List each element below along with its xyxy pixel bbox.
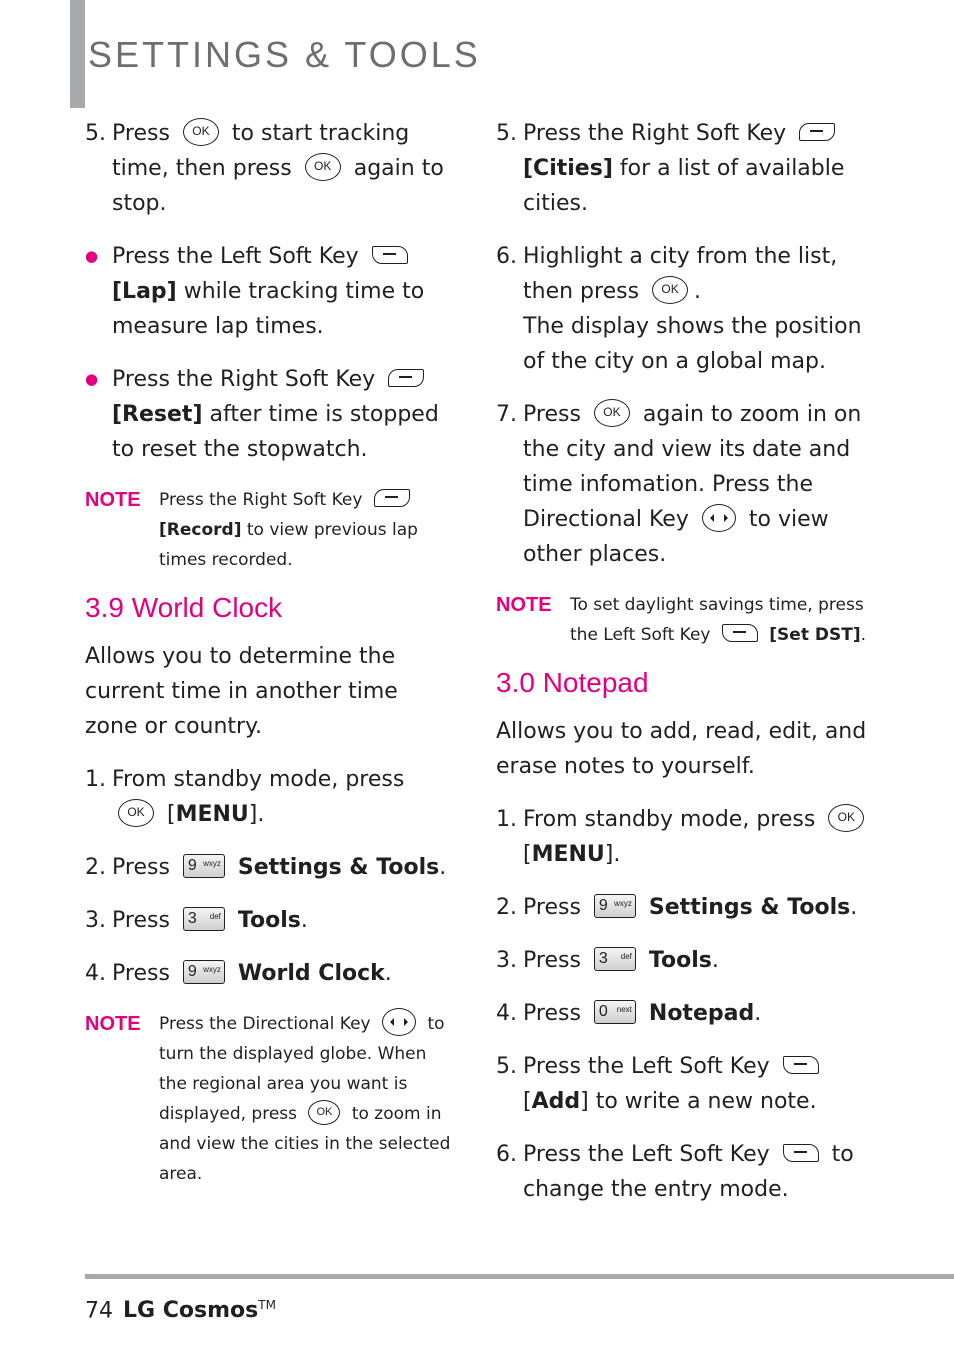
- ok-key-icon: OK: [308, 1100, 340, 1125]
- key-9-icon: 9 wxyz: [183, 854, 225, 878]
- ok-key-icon: OK: [828, 804, 864, 832]
- left-soft-key-icon: [372, 246, 408, 264]
- header-bar: [70, 0, 85, 108]
- left-column: [85, 116, 457, 1205]
- notepad-step-1: 1. From standby mode, press OK [MENU].: [496, 802, 876, 872]
- bullet-icon: ●: [85, 370, 99, 388]
- right-soft-key-icon: [799, 123, 835, 141]
- menu-label: MENU: [175, 802, 249, 827]
- bullet-reset: ● Press the Right Soft Key [Reset] after time is stopped to reset the stopwatch.: [85, 362, 457, 467]
- record-key-label: [Record]: [159, 520, 242, 540]
- note-label: NOTE: [85, 489, 141, 511]
- ok-key-icon: OK: [118, 799, 154, 827]
- notepad-step-2: 2. Press 9 wxyz Settings & Tools.: [496, 895, 858, 920]
- notepad-intro: Allows you to add, read, edit, and erase notes to yourself.: [496, 719, 867, 779]
- cities-key-label: [Cities]: [523, 156, 613, 181]
- key-3-icon: 3 def: [594, 947, 636, 971]
- set-dst-key-label: [Set DST]: [769, 625, 861, 645]
- directional-key-icon: [702, 504, 736, 532]
- footer: [85, 1290, 276, 1326]
- reset-key-label: [Reset]: [112, 402, 203, 427]
- world-clock-step-4: 4. Press 9 wxyz World Clock.: [85, 961, 392, 986]
- section-heading-notepad: 3.0 Notepad: [496, 667, 649, 698]
- left-soft-key-icon: [783, 1144, 819, 1162]
- section-heading-world-clock: 3.9 World Clock: [85, 592, 283, 623]
- brand-name: LG Cosmos: [123, 1298, 259, 1324]
- world-clock-step-6: 6. Highlight a city from the list, then press OK . The display shows the position of the city on a global map.: [496, 244, 862, 374]
- bullet-icon: ●: [85, 247, 99, 265]
- ok-key-icon: OK: [305, 153, 341, 181]
- add-key-label: Add: [531, 1089, 581, 1114]
- notepad-step-6: 6. Press the Left Soft Key to change the entry mode.: [496, 1142, 854, 1202]
- step-5-stopwatch: 5. Press OK to start tracking time, then press OK again to stop.: [85, 116, 457, 221]
- menu-label: MENU: [531, 842, 605, 867]
- notepad-step-3: 3. Press 3 def Tools.: [496, 948, 719, 973]
- world-clock-intro: Allows you to determine the current time in another time zone or country.: [85, 644, 398, 739]
- right-soft-key-icon: [388, 369, 424, 387]
- step-number: 5.: [85, 121, 106, 146]
- bullet-lap: ● Press the Left Soft Key [Lap] while tracking time to measure lap times.: [85, 239, 457, 344]
- page-number: 74: [85, 1298, 113, 1324]
- note-label: NOTE: [85, 1013, 141, 1035]
- world-clock-step-2: 2. Press 9 wxyz Settings & Tools.: [85, 855, 447, 880]
- ok-key-icon: OK: [183, 118, 219, 146]
- key-9-icon: 9 wxyz: [594, 894, 636, 918]
- note-record: NOTE Press the Right Soft Key [Record] to view previous lap times recorded.: [85, 485, 457, 575]
- key-0-icon: 0 next: [594, 1000, 636, 1024]
- notepad-step-4: 4. Press 0 next Notepad.: [496, 1001, 762, 1026]
- right-soft-key-icon: [374, 489, 410, 507]
- world-clock-step-5: 5. Press the Right Soft Key [Cities] for a list of available cities.: [496, 121, 845, 216]
- trademark: TM: [258, 1298, 276, 1312]
- ok-key-icon: OK: [594, 399, 630, 427]
- note-label: NOTE: [496, 594, 552, 616]
- footer-rule: [85, 1274, 954, 1279]
- directional-key-icon: [382, 1008, 416, 1036]
- right-column: [496, 116, 876, 1225]
- notepad-step-5: 5. Press the Left Soft Key [Add] to write a new note.: [496, 1049, 876, 1119]
- key-3-icon: 3 def: [183, 907, 225, 931]
- left-soft-key-icon: [722, 624, 758, 642]
- world-clock-step-1: 1. From standby mode, press OK [MENU].: [85, 767, 405, 827]
- key-9-icon: 9 wxyz: [183, 960, 225, 984]
- lap-key-label: [Lap]: [112, 279, 177, 304]
- note-set-dst: NOTE To set daylight savings time, press the Left Soft Key [Set DST].: [496, 590, 876, 650]
- world-clock-step-3: 3. Press 3 def Tools.: [85, 908, 308, 933]
- page-title: SETTINGS & TOOLS: [88, 34, 481, 75]
- ok-key-icon: OK: [652, 276, 688, 304]
- left-soft-key-icon: [783, 1056, 819, 1074]
- note-directional-globe: NOTE Press the Directional Key to turn the displayed globe. When the regional area you want is displayed, press OK to zoom in and view the cities in the selected area.: [85, 1009, 457, 1189]
- world-clock-step-7: 7. Press OK again to zoom in on the city and view its date and time infomation. Press the Directional Key to view other places.: [496, 397, 876, 572]
